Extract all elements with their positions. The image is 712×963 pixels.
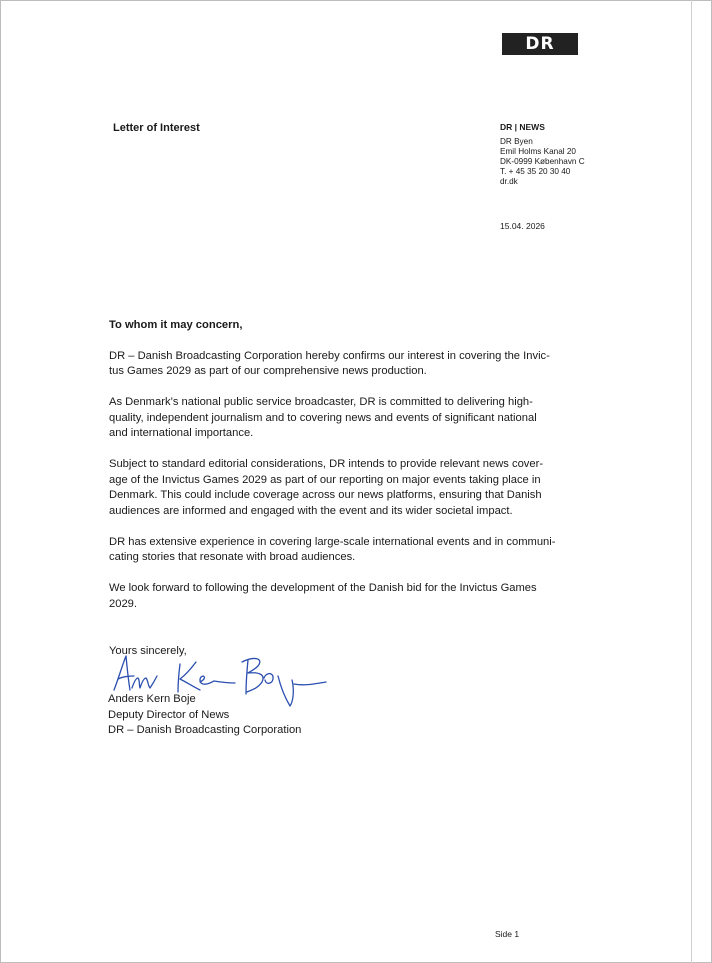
paragraph-line: Denmark. This could include coverage across our news platforms, ensuring that Danish [109,489,542,501]
paragraph-line: tus Games 2029 as part of our comprehensive news production. [109,365,427,377]
document-title: Letter of Interest [113,122,200,134]
paragraph-line: quality, independent journalism and to covering news and events of significant national [109,411,537,424]
signatory-name: Anders Kern Boje [108,693,196,705]
sender-line-street-2: Emil Holms Kanal 20 [500,147,576,156]
paragraph-line: cating stories that resonate with broad audiences. [109,551,356,563]
sender-heading: DR | NEWS [500,122,545,132]
page-edge-rule [691,0,692,963]
paragraph-line: We look forward to following the development of the Danish bid for the Invictus Games [109,582,537,594]
letter-date: 15.04. 2026 [500,221,545,231]
paragraph-line: and international importance. [109,427,254,439]
closing: Yours sincerely, [109,645,187,657]
signatory-organization: DR – Danish Broadcasting Corporation [108,724,302,736]
paragraph-1 [109,349,609,380]
paragraph-5 [109,581,609,612]
letter-body [109,318,609,628]
sender-line-street-1: DR Byen [500,137,533,146]
paragraph-line: 2029. [109,597,137,610]
paragraph-line: Subject to standard editorial considerations, DR intends to provide relevant news cover- [109,458,544,470]
signatory-role: Deputy Director of News [108,708,230,721]
salutation: To whom it may concern, [109,319,243,331]
paragraph-3 [109,457,609,519]
paragraph-line: age of the Invictus Games 2029 as part of our reporting on major events taking place in [109,473,541,486]
sender-address-block [500,122,585,187]
paragraph-line: DR has extensive experience in covering large-scale international events and in communi- [109,535,556,548]
sender-line-phone: T. + 45 35 20 30 40 [500,167,571,176]
paragraph-line: audiences are informed and engaged with the event and its wider societal impact. [109,504,513,517]
paragraph-line: As Denmark’s national public service broadcaster, DR is committed to delivering high- [109,396,533,408]
sender-line-postcode: DK-0999 København C [500,157,585,166]
sender-line-website: dr.dk [500,177,518,186]
dr-logo [502,33,578,55]
logo-text: DR [525,33,555,54]
paragraph-line: DR – Danish Broadcasting Corporation hereby confirms our interest in covering the Invic- [109,349,550,362]
paragraph-2 [109,395,609,442]
paragraph-4 [109,535,609,566]
signatory-block [108,692,301,739]
page-number: Side 1 [495,929,520,939]
